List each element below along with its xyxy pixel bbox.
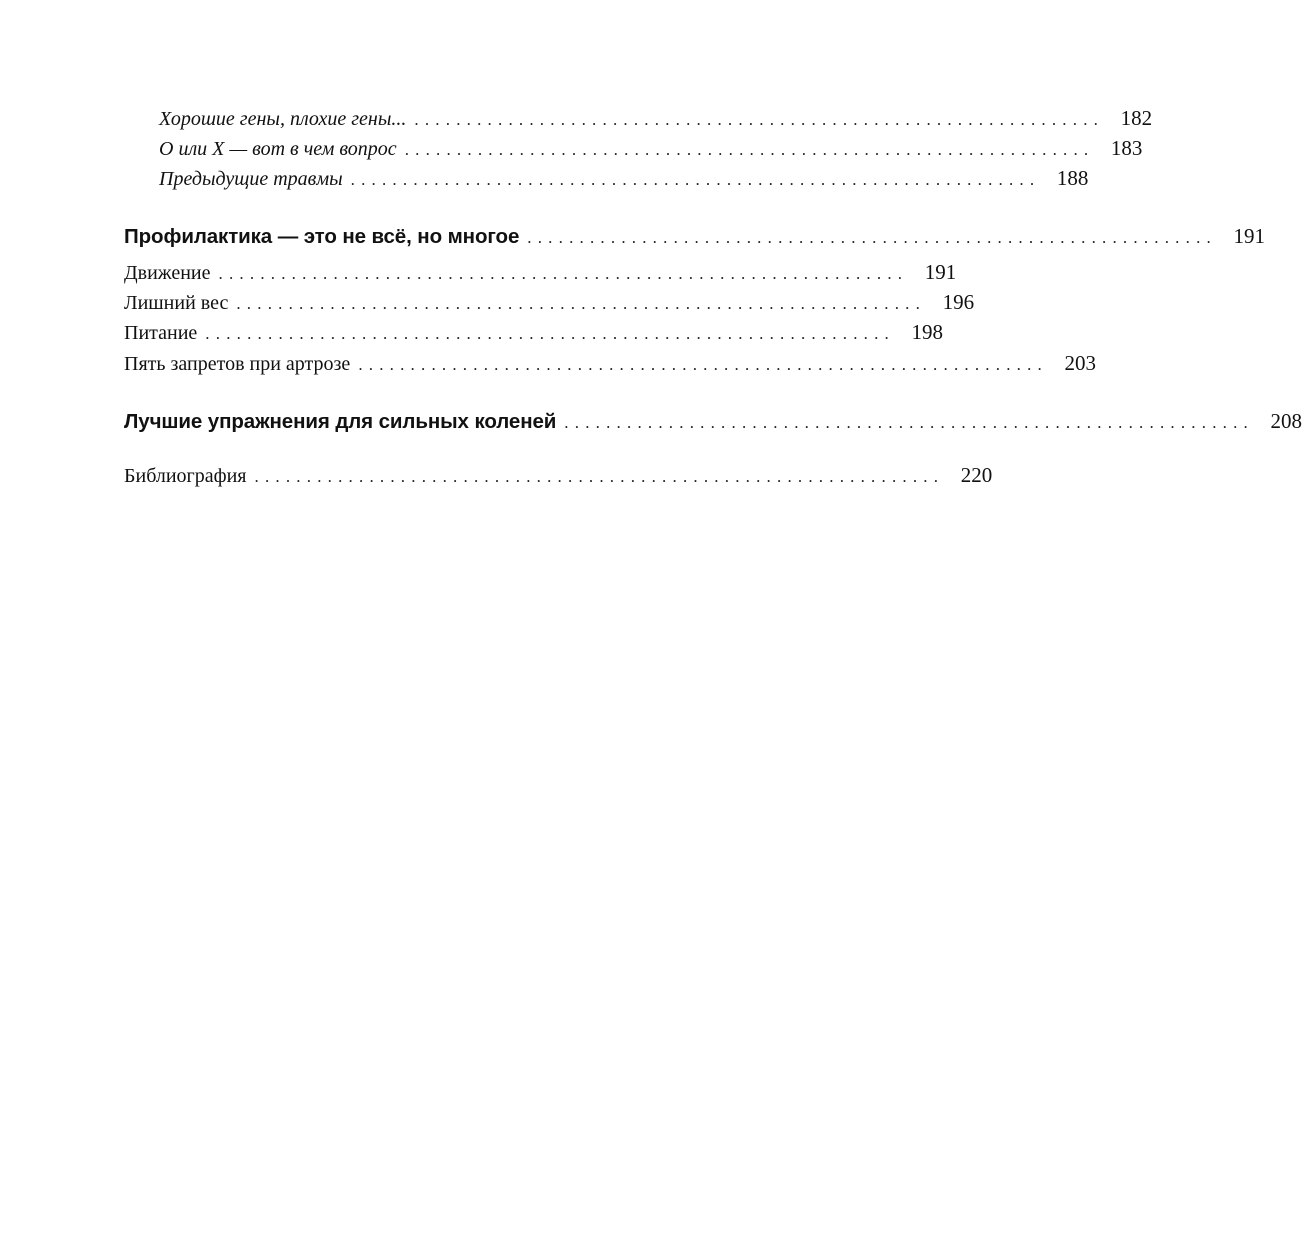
toc-entry-title: Питание — [124, 322, 198, 344]
toc-page-number: 220 — [960, 463, 993, 487]
dot-leader: .................................................................. — [527, 228, 1217, 247]
toc-page-number: 183 — [1110, 136, 1143, 160]
toc-section-title: Профилактика — это не всё, но многое — [124, 225, 520, 248]
toc-entry-nutrition[interactable] — [124, 320, 943, 350]
toc-section-exercises[interactable] — [124, 409, 1302, 439]
toc-section-prevention[interactable] — [124, 224, 1265, 254]
toc-entry-title: Предыдущие травмы — [159, 168, 343, 190]
toc-entry-o-or-x[interactable] — [124, 136, 1143, 166]
toc-entry-title: Лишний вес — [124, 292, 229, 314]
dot-leader: .................................................................. — [350, 170, 1041, 189]
dot-leader: .................................................................. — [564, 413, 1254, 432]
toc-section-title: Лучшие упражнения для сильных коленей — [124, 410, 557, 433]
toc-entry-five-prohibitions[interactable] — [124, 351, 1097, 381]
toc-page-number: 203 — [1064, 351, 1097, 375]
toc-page-number: 188 — [1056, 166, 1089, 190]
toc-page-number: 191 — [924, 260, 957, 284]
toc-entry-good-bad-genes[interactable] — [124, 106, 1153, 136]
toc-page-number: 196 — [942, 290, 975, 314]
toc-entry-title: Хорошие гены, плохие гены... — [159, 108, 407, 130]
dot-leader: .................................................................. — [254, 467, 945, 486]
dot-leader: .................................................................. — [236, 294, 927, 313]
dot-leader: .................................................................. — [218, 264, 909, 283]
toc-entry-title: О или Х — вот в чем вопрос — [159, 138, 397, 160]
toc-page-number: 208 — [1270, 409, 1302, 433]
dot-leader: .................................................................. — [205, 324, 895, 343]
toc-entry-previous-injuries[interactable] — [124, 166, 1089, 196]
toc-entry-excess-weight[interactable] — [124, 290, 975, 320]
toc-entry-movement[interactable] — [124, 260, 957, 290]
toc-entry-title: Библиография — [124, 465, 247, 487]
toc-entry-bibliography[interactable] — [124, 463, 993, 493]
toc-page-number: 191 — [1233, 224, 1265, 248]
dot-leader: .................................................................. — [414, 110, 1105, 129]
toc-entry-title: Движение — [124, 262, 211, 284]
dot-leader: .................................................................. — [358, 355, 1049, 374]
toc-entry-title: Пять запретов при артрозе — [124, 353, 351, 375]
toc-page-number: 182 — [1120, 106, 1153, 130]
dot-leader: .................................................................. — [404, 140, 1095, 159]
toc-page-number: 198 — [911, 320, 943, 344]
